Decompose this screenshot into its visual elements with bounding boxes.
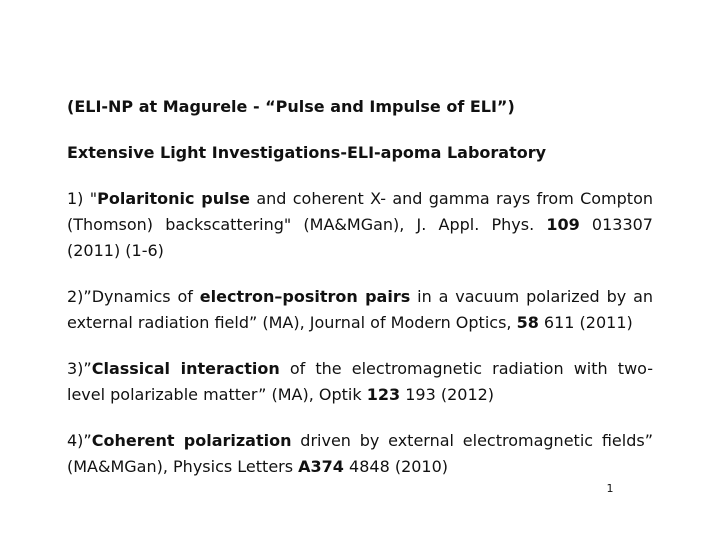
reference-2-pages: 611 (2011) <box>538 313 633 332</box>
reference-2-volume: 58 <box>516 313 539 332</box>
reference-1-volume: 109 <box>546 215 580 234</box>
reference-1-topic: Polaritonic pulse <box>97 189 250 208</box>
reference-2-text: in a vacuum polarized by an external radiation field” (MA), Journal of Modern Optics, <box>67 287 654 332</box>
reference-3 <box>67 356 653 408</box>
reference-4 <box>67 428 653 480</box>
reference-4-pages: 4848 (2010) <box>343 457 449 476</box>
reference-1-pages: 013307 (2011) (1-6) <box>67 215 653 260</box>
reference-3-text: of the electromagnetic radiation with two-level polarizable matter” (MA), Optik <box>67 359 654 404</box>
slide-title: (ELI-NP at Magurele - “Pulse and Impulse of ELI”) <box>67 97 515 116</box>
reference-4-volume: A374 <box>298 457 344 476</box>
reference-4-prefix: 4)” <box>67 431 92 450</box>
reference-4-topic: Coherent polarization <box>91 431 292 450</box>
reference-3-pages: 193 (2012) <box>400 385 495 404</box>
reference-2 <box>67 284 653 336</box>
reference-1-text: and coherent X- and gamma rays from Compton (Thomson) backscattering" (MA&MGan), J. Appl. Phys. <box>67 189 653 234</box>
page-number: 1 <box>606 482 614 495</box>
reference-1 <box>67 186 653 264</box>
reference-3-prefix: 3)” <box>67 359 92 378</box>
reference-4-text: driven by external electromagnetic fields” (MA&MGan), Physics Letters <box>67 431 654 476</box>
slide-subtitle: Extensive Light Investigations-ELI-apoma Laboratory <box>67 143 547 162</box>
reference-3-volume: 123 <box>366 385 401 404</box>
reference-2-prefix: 2)”Dynamics of <box>67 287 200 306</box>
reference-3-topic: Classical interaction <box>91 359 280 378</box>
reference-1-prefix: 1) " <box>67 189 98 208</box>
reference-2-topic: electron–positron pairs <box>199 287 411 306</box>
slide-content <box>67 94 653 500</box>
